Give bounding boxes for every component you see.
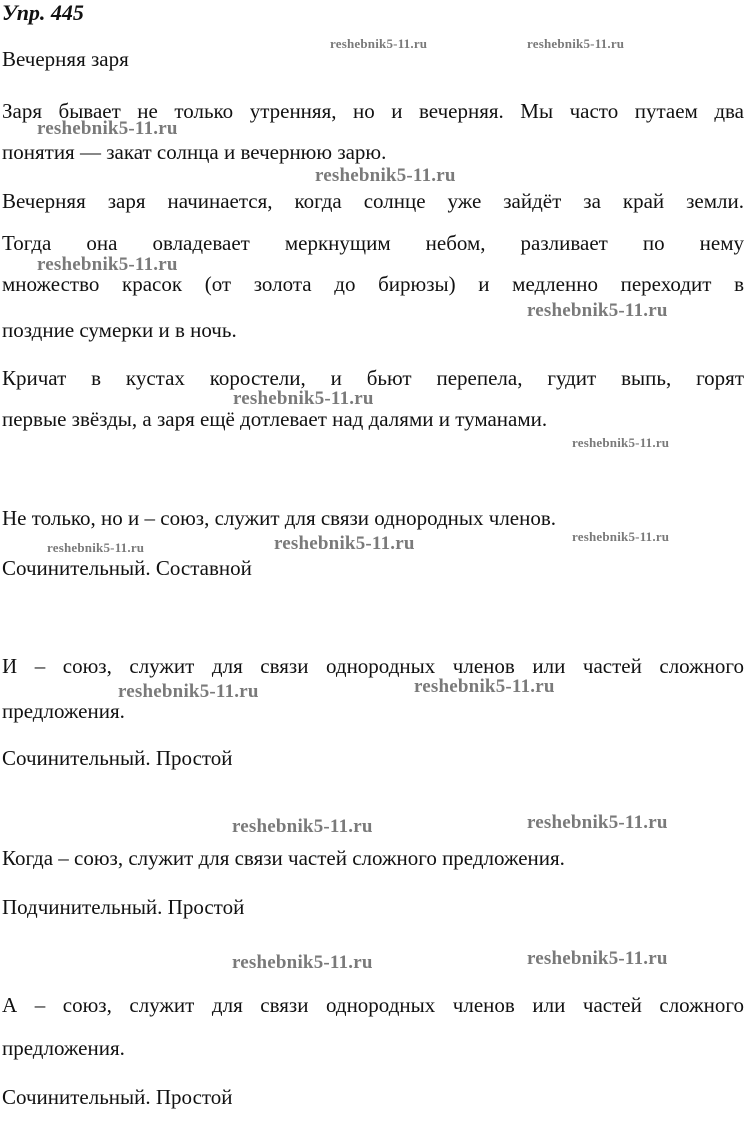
- answer-line: И – союз, служит для связи однородных членов или частей сложного: [2, 654, 744, 678]
- answer-line: Сочинительный. Простой: [2, 1085, 233, 1109]
- answer-line: Сочинительный. Составной: [2, 556, 252, 580]
- text-line: Заря бывает не только утренняя, но и вечерняя. Мы часто путаем два: [2, 99, 744, 123]
- answer-line: Подчинительный. Простой: [2, 895, 245, 919]
- answer-line: предложения.: [2, 1036, 125, 1060]
- answer-line: А – союз, служит для связи однородных членов или частей сложного: [2, 993, 744, 1017]
- watermark: reshebnik5-11.ru: [572, 435, 670, 450]
- watermark: reshebnik5-11.ru: [232, 952, 373, 973]
- watermark: reshebnik5-11.ru: [118, 681, 259, 702]
- watermark: reshebnik5-11.ru: [37, 118, 178, 139]
- text-line: понятия — закат солнца и вечернюю зарю.: [2, 140, 387, 164]
- watermark: reshebnik5-11.ru: [527, 36, 625, 51]
- watermark: reshebnik5-11.ru: [414, 676, 555, 697]
- watermark: reshebnik5-11.ru: [233, 388, 374, 409]
- answer-line: Сочинительный. Простой: [2, 746, 233, 770]
- watermark: reshebnik5-11.ru: [527, 300, 668, 321]
- watermark: reshebnik5-11.ru: [330, 36, 428, 51]
- text-line: Кричат в кустах коростели, и бьют перепела, гудит выпь, горят: [2, 366, 744, 390]
- watermark: reshebnik5-11.ru: [232, 816, 373, 837]
- answer-line: Не только, но и – союз, служит для связи однородных членов.: [2, 506, 557, 530]
- answer-line: Когда – союз, служит для связи частей сложного предложения.: [2, 846, 565, 870]
- text-line: поздние сумерки и в ночь.: [2, 318, 237, 342]
- watermark: reshebnik5-11.ru: [527, 812, 668, 833]
- watermark: reshebnik5-11.ru: [47, 540, 145, 555]
- watermark: reshebnik5-11.ru: [572, 529, 670, 544]
- text-line: первые звёзды, а заря ещё дотлевает над далями и туманами.: [2, 407, 548, 431]
- watermark: reshebnik5-11.ru: [37, 254, 178, 275]
- text-line: Тогда она овладевает меркнущим небом, разливает по нему: [2, 231, 744, 255]
- answer-line: предложения.: [2, 699, 125, 723]
- exercise-heading: Упр. 445: [2, 0, 84, 25]
- text-title: Вечерняя заря: [2, 47, 129, 71]
- text-line: множество красок (от золота до бирюзы) и медленно переходит в: [2, 272, 744, 296]
- watermark: reshebnik5-11.ru: [274, 533, 415, 554]
- watermark: reshebnik5-11.ru: [527, 948, 668, 969]
- text-line: Вечерняя заря начинается, когда солнце уже зайдёт за край земли.: [2, 189, 744, 213]
- watermark: reshebnik5-11.ru: [315, 165, 456, 186]
